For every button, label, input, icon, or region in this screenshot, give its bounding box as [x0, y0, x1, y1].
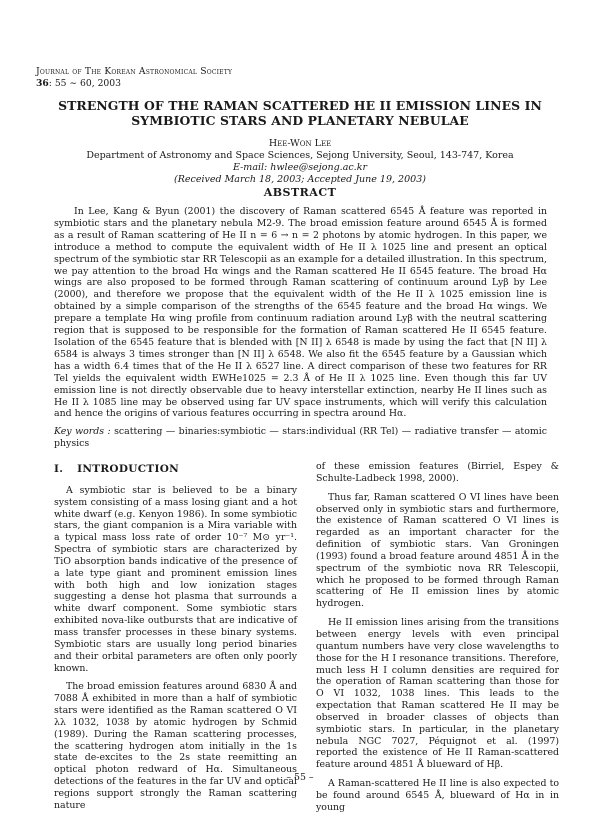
author-email: E-mail: hwlee@sejong.ac.kr [232, 162, 367, 173]
intro-paragraph-4: He II emission lines arising from the transitions between energy levels with even principal quantum numbers have very close wavelengths to those for the H I resonance transitions. Therefore, much less H I column densities are required for the operation of Raman scattering than those for O VI 1032, 1038 lines. This leads to the expectation that Raman scattered He II may be observed in broader classes of objects than symbiotic stars. In particular, in the planetary nebula NGC 7027, Péquignot et al. (1997) reported the existence of He II Raman-scattered feature around 4851 Å blueward of Hβ. [316, 617, 559, 771]
section-title: INTRODUCTION [77, 463, 180, 475]
author-name: Hee-Won Lee [268, 138, 332, 149]
journal-header [36, 66, 232, 90]
received-accepted-dates: (Received March 18, 2003; Accepted June 19, 2003) [174, 174, 426, 185]
journal-volume: 36 [36, 78, 49, 89]
journal-name: Journal of The Korean Astronomical Society [36, 66, 233, 77]
intro-paragraph-3: Thus far, Raman scattered O VI lines have been observed only in symbiotic stars and furthermore, the existence of Raman scattered O VI lines is regarded as an important character for the definition of symbiotic stars. Van Groningen (1993) found a broad feature around 4851 Å in the spectrum of the symbiotic nova RR Telescopii, which he proposed to be formed through Raman scattering of He II emission lines by atomic hydrogen. [316, 491, 559, 610]
abstract-heading: ABSTRACT [263, 186, 337, 199]
paper-title [50, 98, 550, 128]
title-line-1: STRENGTH OF THE RAMAN SCATTERED HE II EMISSION LINES IN [58, 98, 542, 113]
intro-paragraph-5: A Raman-scattered He II line is also expected to be found around 6545 Å, blueward of Hα in in young [316, 778, 559, 813]
keywords-label: Key words : [54, 426, 111, 437]
intro-paragraph-1: A symbiotic star is believed to be a binary system consisting of a mass losing giant and a hot white dwarf (e.g. Kenyon 1986). In some symbiotic stars, the giant companion is a Mira variable with a typical mass loss rate of order 10⁻⁷ M⊙ yr⁻¹. Spectra of symbiotic stars are characterized by TiO absorption bands indicative of the presence of a late type giant and prominent emission lines with both high and low ionization stages suggesting a dense hot plasma that surrounds a white dwarf component. Some symbiotic stars exhibited nova-like outbursts that are indicative of mass transfer processes in these binary systems. Symbiotic stars are usually long period binaries and their orbital parameters are often only poorly known. [54, 484, 297, 674]
section-number: I. [54, 463, 64, 475]
journal-volume-line [36, 78, 232, 90]
left-column [54, 464, 297, 819]
keywords [54, 426, 547, 450]
keywords-text: scattering — binaries:symbiotic — stars:individual (RR Tel) — radiative transfer — atomic physics [54, 426, 547, 449]
right-column [316, 461, 559, 821]
journal-pages: : 55 ∼ 60, 2003 [48, 78, 121, 89]
author-affiliation: Department of Astronomy and Space Sciences, Sejong University, Seoul, 143-747, Korea [86, 150, 514, 161]
author-block [0, 138, 600, 186]
intro-paragraph-2: The broad emission features around 6830 Å and 7088 Å exhibited in more than a half of symbiotic stars were identified as the Raman scattered O VI λλ 1032, 1038 by atomic hydrogen by Schmid (1989). During the Raman scattering processes, the scattering hydrogen atom initially in the 1s state de-excites to the 2s state reemitting an optical photon redward of Hα. Simultaneous detections of the features in the far UV and optical regions support strongly the Raman scattering nature [54, 681, 297, 811]
page-number: – 55 – [286, 772, 314, 783]
abstract-text: In Lee, Kang & Byun (2001) the discovery of Raman scattered 6545 Å feature was reported in symbiotic stars and the planetary nebula M2-9. The broad emission feature around 6545 Å is formed as a result of Raman scattering of He II n = 6 → n = 2 photons by atomic hydrogen. In this paper, we introduce a method to compute the equivalent width of He II λ 1025 line and present an optical spectrum of the symbiotic star RR Telescopii as an example for a detailed illustration. In this spectrum, we pay attention to the broad Hα wings and the Raman scattered He II 6545 feature. The broad Hα wings are also proposed to be formed through Raman scattering of continuum around Lyβ by Lee (2000), and therefore we propose that the equivalent width of the He II λ 1025 emission line is obtained by a simple comparison of the strengths of the 6545 feature and the broad Hα wings. We prepare a template Hα wing profile from continuum radiation around Lyβ with the neutral scattering region that is supposed to be responsible for the formation of Raman scattered He II 6545 feature. Isolation of the 6545 feature that is blended with [N II] λ 6548 is made by using the fact that [N II] λ 6584 is always 3 times stronger than [N II] λ 6548. We also fit the 6545 feature by a Gaussian which has a width 6.4 times that of the He II λ 6527 line. A direct comparison of these two features for RR Tel yields the equivalent width EWHe1025 = 2.3 Å of He II λ 1025 line. Even though this far UV emission line is not directly observable due to heavy interstellar extinction, nearby He II lines such as He II λ 1085 line may be observed using far UV space instruments, which will verify this calculation and hence the origins of various features occurring in spectra around Hα. [54, 206, 547, 420]
section-heading [54, 464, 297, 476]
intro-paragraph-2-continued: of these emission features (Birriel, Espey & Schulte-Ladbeck 1998, 2000). [316, 461, 559, 484]
title-line-2: SYMBIOTIC STARS AND PLANETARY NEBULAE [131, 113, 469, 128]
